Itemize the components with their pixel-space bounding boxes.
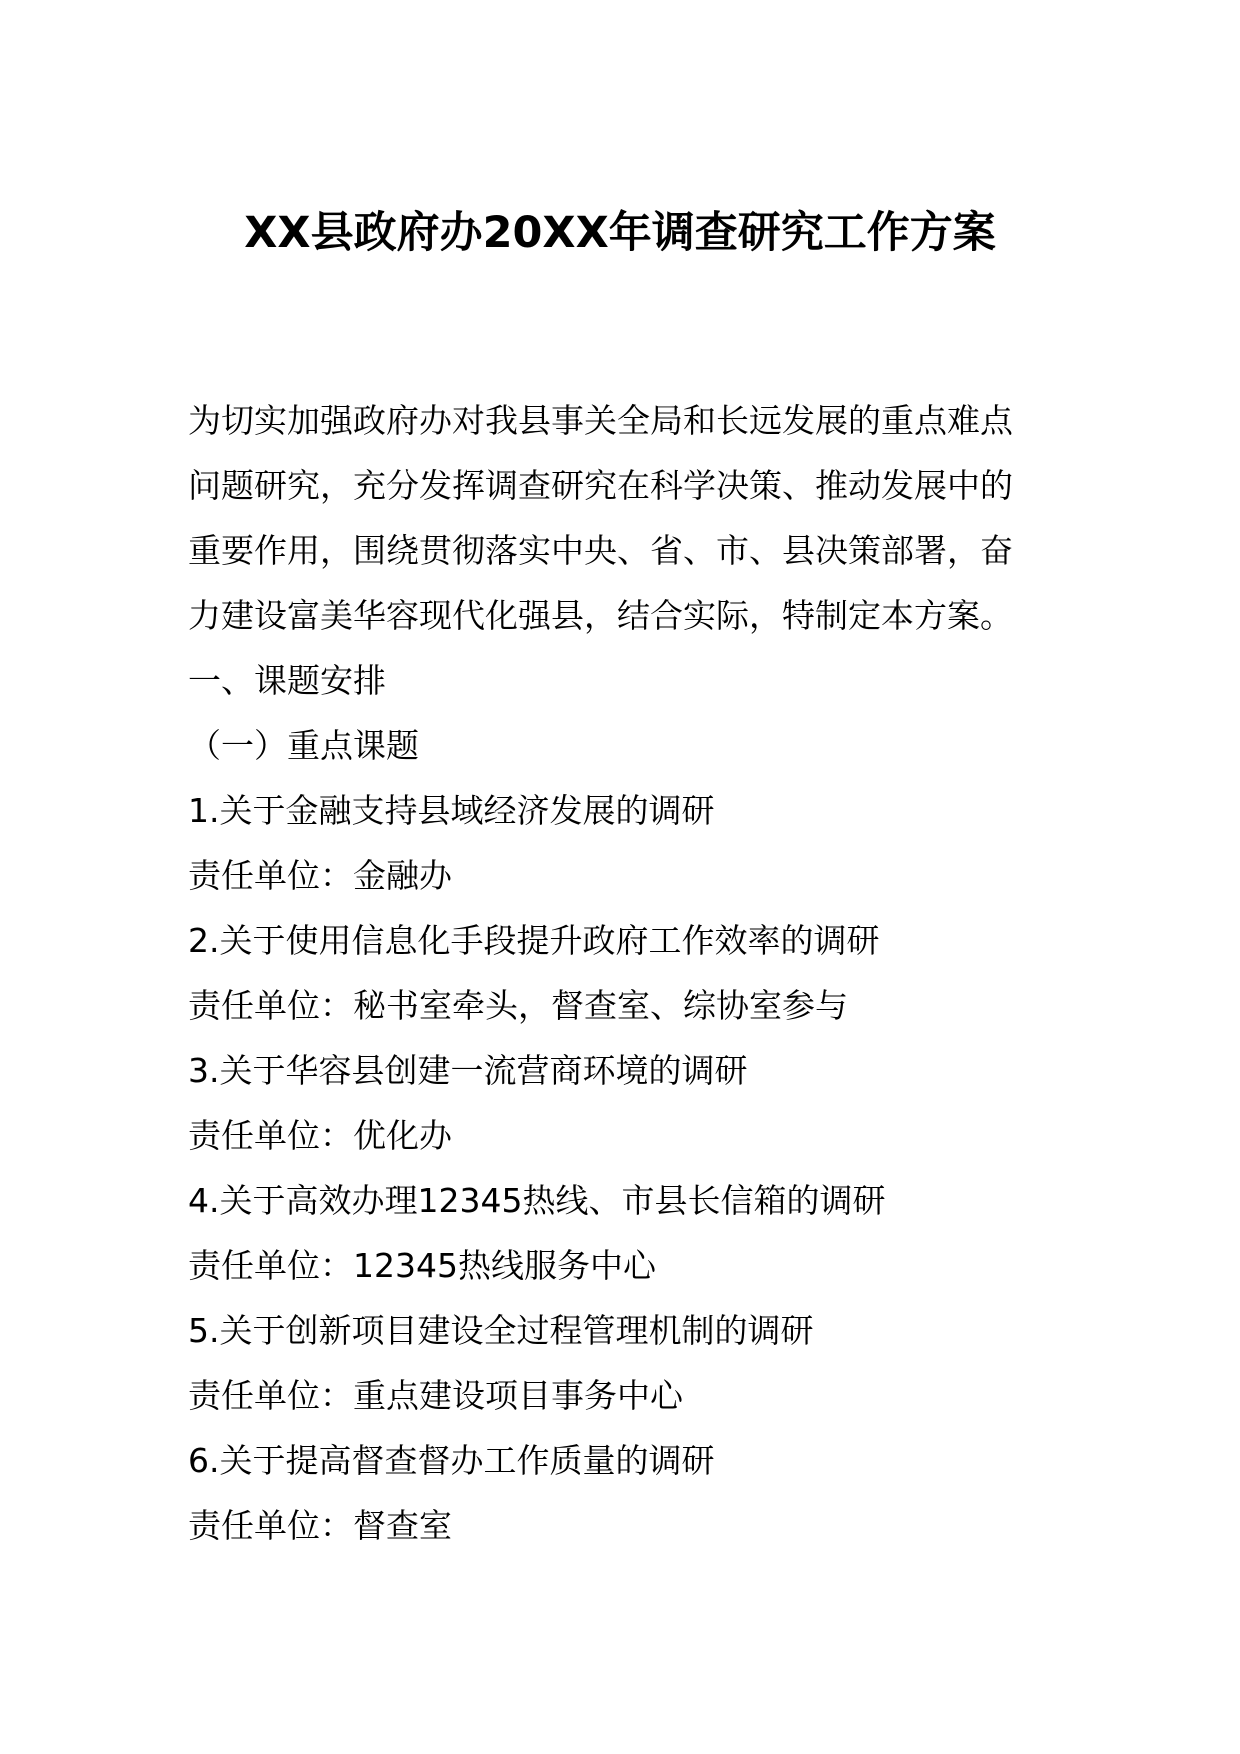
topic-title: 1.关于金融支持县域经济发展的调研	[188, 791, 715, 830]
topic-responsible: 责任单位：秘书室牵头，督查室、综协室参与	[188, 986, 848, 1025]
topic-responsible: 责任单位：优化办	[188, 1116, 452, 1155]
intro-line: 为切实加强政府办对我县事关全局和长远发展的重点难点	[188, 401, 1013, 440]
intro-line: 问题研究，充分发挥调查研究在科学决策、推动发展中的	[188, 466, 1013, 505]
topic-title: 3.关于华容县创建一流营商环境的调研	[188, 1051, 748, 1090]
section-heading: 一、课题安排	[188, 661, 386, 700]
topic-responsible: 责任单位：金融办	[188, 856, 452, 895]
intro-line: 重要作用，围绕贯彻落实中央、省、市、县决策部署，奋	[188, 531, 1013, 570]
document-body	[188, 388, 1058, 1558]
topic-title: 5.关于创新项目建设全过程管理机制的调研	[188, 1311, 814, 1350]
document-title: XX县政府办20XX年调查研究工作方案	[244, 208, 996, 258]
intro-paragraph	[188, 388, 1058, 648]
topic-responsible: 责任单位：12345热线服务中心	[188, 1246, 656, 1285]
topic-title: 6.关于提高督查督办工作质量的调研	[188, 1441, 715, 1480]
topic-responsible: 责任单位：重点建设项目事务中心	[188, 1376, 683, 1415]
topic-title: 4.关于高效办理12345热线、市县长信箱的调研	[188, 1181, 886, 1220]
subsection-heading: （一）重点课题	[188, 726, 419, 765]
intro-line: 力建设富美华容现代化强县，结合实际，特制定本方案。	[188, 596, 1013, 635]
topic-responsible: 责任单位：督查室	[188, 1506, 452, 1545]
topic-title: 2.关于使用信息化手段提升政府工作效率的调研	[188, 921, 880, 960]
